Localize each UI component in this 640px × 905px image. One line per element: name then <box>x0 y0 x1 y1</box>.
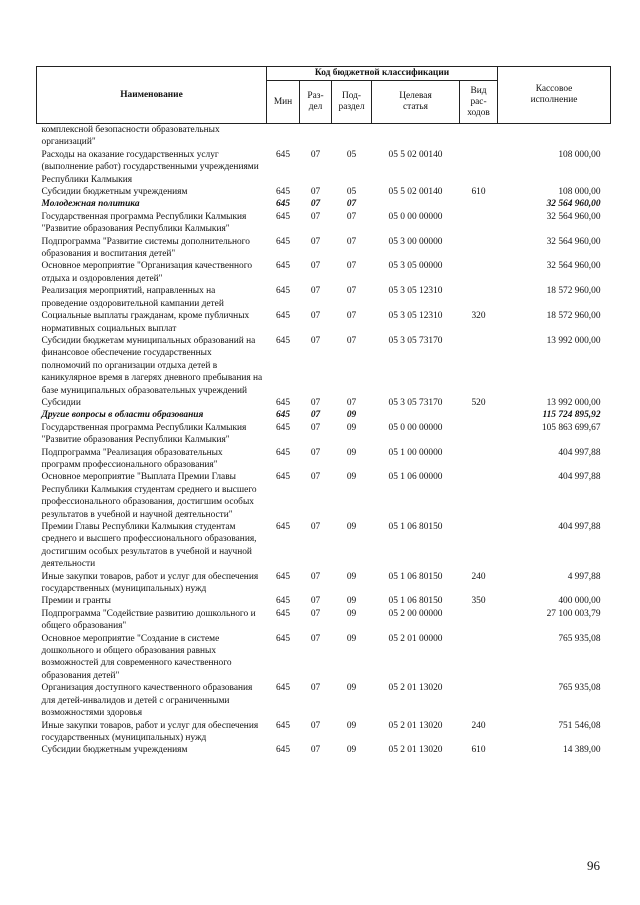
cell-celevaya: 05 5 02 00140 <box>388 149 443 160</box>
table-row <box>37 608 611 633</box>
cell-podrazdel: 09 <box>346 720 357 731</box>
cell-min: 645 <box>275 596 291 607</box>
cell-kassovoe: 404 997,88 <box>558 472 601 483</box>
cell-min: 645 <box>275 311 291 322</box>
cell-name: Иные закупки товаров, работ и услуг для обеспечения государственных (муниципальных) нужд <box>41 571 259 595</box>
cell-razdel: 07 <box>310 199 321 210</box>
cell-min: 645 <box>275 236 291 247</box>
cell-celevaya <box>372 124 460 149</box>
cell-vid: 240 <box>471 571 486 582</box>
cell-vid: 610 <box>471 745 486 756</box>
cell-name: Субсидии бюджетным учреждениям <box>41 745 188 756</box>
cell-name: Организация доступного качественного образования для детей-инвалидов и детей с ограниченными возможностями здоровья <box>41 683 253 719</box>
budget-table-sheet <box>36 66 610 757</box>
cell-kassovoe: 13 992 000,00 <box>546 397 601 408</box>
cell-name: комплексной безопасности образовательных организаций" <box>41 125 220 148</box>
cell-kassovoe: 13 992 000,00 <box>546 335 601 346</box>
cell-vid <box>460 422 498 447</box>
cell-vid: 350 <box>471 596 486 607</box>
cell-name: Основное мероприятие "Выплата Премии Главы Республики Калмыкия студентам среднего и высшего профессионального образования, достигшим особых результатов в учебной и научной деятельности" <box>41 472 257 520</box>
table-row <box>37 124 611 149</box>
cell-kassovoe: 108 000,00 <box>558 149 601 160</box>
cell-celevaya: 05 2 01 00000 <box>388 633 443 644</box>
cell-vid <box>460 447 498 472</box>
cell-vid <box>460 236 498 261</box>
cell-celevaya: 05 3 05 00000 <box>388 261 443 272</box>
table-row <box>37 633 611 683</box>
table-row <box>37 422 611 447</box>
cell-vid <box>460 608 498 633</box>
cell-kassovoe: 32 564 960,00 <box>546 199 601 210</box>
header-podrazdel: Под- раздел <box>332 81 372 124</box>
cell-vid: 610 <box>471 187 486 198</box>
cell-celevaya: 05 3 05 12310 <box>388 311 443 322</box>
table-row <box>37 211 611 236</box>
cell-kassovoe: 751 546,08 <box>558 720 601 731</box>
header-razdel: Раз- дел <box>300 81 332 124</box>
cell-name: Подпрограмма "Содействие развитию дошкольного и общего образования" <box>41 608 256 632</box>
cell-min: 645 <box>275 720 291 731</box>
cell-razdel: 07 <box>310 683 321 694</box>
cell-podrazdel: 09 <box>346 608 357 619</box>
cell-min: 645 <box>275 608 291 619</box>
cell-celevaya: 05 1 06 80150 <box>388 596 443 607</box>
table-row <box>37 260 611 285</box>
cell-razdel: 07 <box>310 187 321 198</box>
cell-podrazdel: 09 <box>346 522 357 532</box>
cell-kassovoe: 765 935,08 <box>558 633 601 644</box>
cell-celevaya: 05 1 06 80150 <box>388 522 443 532</box>
header-name: Наименование <box>37 67 267 124</box>
cell-podrazdel: 05 <box>346 187 357 198</box>
cell-razdel: 07 <box>310 410 321 421</box>
cell-celevaya: 05 3 00 00000 <box>388 236 443 247</box>
cell-podrazdel: 07 <box>346 199 357 210</box>
cell-podrazdel: 09 <box>346 422 357 433</box>
cell-celevaya: 05 0 00 00000 <box>388 422 443 433</box>
cell-kassovoe: 18 572 960,00 <box>546 311 601 322</box>
cell-min: 645 <box>275 187 291 198</box>
cell-kassovoe: 765 935,08 <box>558 683 601 694</box>
table-row <box>37 571 611 596</box>
cell-vid: 320 <box>471 311 486 322</box>
cell-podrazdel: 09 <box>346 633 357 644</box>
table-row <box>37 397 611 409</box>
header-kassovoe: Кассовое исполнение <box>498 67 611 124</box>
cell-celevaya: 05 2 01 13020 <box>388 683 443 694</box>
cell-vid <box>460 260 498 285</box>
cell-podrazdel: 07 <box>346 211 357 222</box>
cell-razdel: 07 <box>310 286 321 297</box>
cell-podrazdel: 09 <box>346 447 357 458</box>
cell-celevaya: 05 0 00 00000 <box>388 211 443 222</box>
cell-razdel: 07 <box>310 236 321 247</box>
cell-vid: 520 <box>471 397 486 408</box>
cell-kassovoe: 404 997,88 <box>558 447 601 458</box>
cell-celevaya <box>372 198 460 210</box>
header-vid: Вид рас- ходов <box>460 81 498 124</box>
table-body <box>37 124 611 757</box>
cell-razdel: 07 <box>310 720 321 731</box>
cell-name: Государственная программа Республики Калмыкия "Развитие образования Республики Калмыкия" <box>41 422 247 446</box>
cell-min: 645 <box>275 472 291 483</box>
cell-podrazdel: 09 <box>346 683 357 694</box>
header-celevaya: Целевая статья <box>372 81 460 124</box>
cell-razdel: 07 <box>310 447 321 458</box>
budget-classification-table <box>36 66 611 757</box>
cell-razdel: 07 <box>310 522 321 532</box>
cell-name: Премии Главы Республики Калмыкия студентам среднего и высшего профессионального образования, достигшим особых результатов в учебной и научной деятельности <box>41 522 257 570</box>
cell-razdel: 07 <box>310 472 321 483</box>
cell-name: Другие вопросы в области образования <box>41 410 204 421</box>
cell-vid <box>460 471 498 521</box>
cell-podrazdel: 07 <box>346 261 357 272</box>
cell-min: 645 <box>275 571 291 582</box>
cell-name: Подпрограмма "Развитие системы дополнительного образования и воспитания детей" <box>41 236 250 260</box>
cell-name: Премии и гранты <box>41 596 111 607</box>
cell-razdel: 07 <box>310 571 321 582</box>
cell-min <box>267 124 300 149</box>
cell-celevaya: 05 5 02 00140 <box>388 187 443 198</box>
cell-celevaya: 05 2 01 13020 <box>388 745 443 756</box>
cell-celevaya: 05 3 05 73170 <box>388 335 443 346</box>
cell-min: 645 <box>275 397 291 408</box>
table-row <box>37 744 611 756</box>
cell-podrazdel: 09 <box>346 596 357 607</box>
cell-podrazdel: 07 <box>346 311 357 322</box>
cell-razdel: 07 <box>310 311 321 322</box>
cell-razdel: 07 <box>310 149 321 160</box>
cell-kassovoe: 400 000,00 <box>558 596 601 607</box>
table-row <box>37 682 611 719</box>
cell-podrazdel <box>332 124 372 149</box>
cell-razdel: 07 <box>310 335 321 346</box>
cell-kassovoe: 404 997,88 <box>558 522 601 532</box>
header-code-group: Код бюджетной классификации <box>267 67 498 81</box>
cell-vid <box>460 335 498 397</box>
cell-min: 645 <box>275 199 291 210</box>
table-row <box>37 447 611 472</box>
cell-name: Расходы на оказание государственных услуг (выполнение работ) государственными учреждениями Республики Калмыкия <box>41 149 259 185</box>
table-row <box>37 285 611 310</box>
table-row <box>37 409 611 421</box>
cell-podrazdel: 07 <box>346 236 357 247</box>
cell-min: 645 <box>275 211 291 222</box>
cell-min: 645 <box>275 447 291 458</box>
cell-name: Основное мероприятие "Создание в системе дошкольного и общего образования равных возможностей для современного качественного образования детей" <box>41 633 232 681</box>
cell-min: 645 <box>275 149 291 160</box>
cell-celevaya: 05 2 00 00000 <box>388 608 443 619</box>
cell-podrazdel: 09 <box>346 472 357 483</box>
cell-vid <box>460 285 498 310</box>
cell-razdel: 07 <box>310 261 321 272</box>
cell-name: Субсидии бюджетным учреждениям <box>41 187 188 198</box>
cell-podrazdel: 07 <box>346 335 357 346</box>
cell-kassovoe: 115 724 895,92 <box>542 410 601 421</box>
cell-name: Социальные выплаты гражданам, кроме публичных нормативных социальных выплат <box>41 311 250 334</box>
page-number: 96 <box>587 858 600 873</box>
cell-celevaya: 05 3 05 12310 <box>388 286 443 297</box>
cell-razdel <box>300 124 332 149</box>
cell-vid <box>460 521 498 571</box>
cell-min: 645 <box>275 410 291 421</box>
cell-kassovoe: 32 564 960,00 <box>546 261 601 272</box>
cell-min: 645 <box>275 286 291 297</box>
cell-name: Иные закупки товаров, работ и услуг для обеспечения государственных (муниципальных) нужд <box>41 720 259 743</box>
table-row <box>37 471 611 521</box>
cell-celevaya: 05 2 01 13020 <box>388 720 443 731</box>
cell-podrazdel: 09 <box>346 410 357 421</box>
cell-celevaya: 05 1 00 00000 <box>388 447 443 458</box>
cell-name: Основное мероприятие "Организация качественного отдыха и оздоровления детей" <box>41 261 253 284</box>
table-row <box>37 595 611 607</box>
cell-kassovoe <box>498 124 611 149</box>
cell-min: 645 <box>275 683 291 694</box>
table-header <box>37 67 611 124</box>
cell-podrazdel: 09 <box>346 571 357 582</box>
table-row <box>37 186 611 198</box>
cell-kassovoe: 14 389,00 <box>563 745 601 756</box>
cell-celevaya <box>372 409 460 421</box>
cell-name: Государственная программа Республики Калмыкия "Развитие образования Республики Калмыкия" <box>41 211 247 235</box>
cell-kassovoe: 18 572 960,00 <box>546 286 601 297</box>
table-row <box>37 236 611 261</box>
cell-kassovoe: 32 564 960,00 <box>546 236 601 247</box>
table-row <box>37 521 611 571</box>
table-row <box>37 335 611 397</box>
cell-celevaya: 05 1 06 80150 <box>388 571 443 582</box>
cell-vid <box>460 211 498 236</box>
cell-vid <box>460 124 498 149</box>
cell-vid <box>460 409 498 421</box>
cell-podrazdel: 05 <box>346 149 357 160</box>
cell-name: Подпрограмма "Реализация образовательных программ профессионального образования" <box>41 447 223 470</box>
cell-name: Реализация мероприятий, направленных на проведение оздоровительной кампании детей <box>41 286 224 309</box>
cell-kassovoe: 108 000,00 <box>558 187 601 198</box>
cell-kassovoe: 27 100 003,79 <box>546 608 601 619</box>
cell-min: 645 <box>275 335 291 346</box>
cell-kassovoe: 4 997,88 <box>567 571 601 582</box>
cell-celevaya: 05 3 05 73170 <box>388 397 443 408</box>
cell-razdel: 07 <box>310 397 321 408</box>
cell-podrazdel: 07 <box>346 397 357 408</box>
cell-razdel: 07 <box>310 745 321 756</box>
cell-vid: 240 <box>471 720 486 731</box>
cell-name: Субсидии бюджетам муниципальных образований на финансовое обеспечение государственных полномочий по организации отдыха детей в каникулярное время в лагерях дневного пребывания на базе муниципальных образовательных учреждений <box>41 335 263 396</box>
cell-kassovoe: 32 564 960,00 <box>546 211 601 222</box>
cell-razdel: 07 <box>310 608 321 619</box>
cell-vid <box>460 198 498 210</box>
cell-vid <box>460 149 498 186</box>
table-row <box>37 198 611 210</box>
cell-podrazdel: 07 <box>346 286 357 297</box>
cell-podrazdel: 09 <box>346 745 357 756</box>
cell-min: 645 <box>275 261 291 272</box>
table-row <box>37 310 611 335</box>
cell-razdel: 07 <box>310 422 321 433</box>
table-row <box>37 720 611 745</box>
cell-razdel: 07 <box>310 633 321 644</box>
cell-min: 645 <box>275 422 291 433</box>
cell-name: Молодежная политика <box>41 199 140 210</box>
cell-razdel: 07 <box>310 211 321 222</box>
cell-min: 645 <box>275 522 291 532</box>
table-row <box>37 149 611 186</box>
cell-razdel: 07 <box>310 596 321 607</box>
header-min: Мин <box>267 81 300 124</box>
cell-kassovoe: 105 863 699,67 <box>541 422 601 433</box>
cell-celevaya: 05 1 06 00000 <box>388 472 443 483</box>
cell-vid <box>460 633 498 683</box>
cell-min: 645 <box>275 745 291 756</box>
cell-min: 645 <box>275 633 291 644</box>
cell-name: Субсидии <box>41 397 81 408</box>
cell-vid <box>460 682 498 719</box>
